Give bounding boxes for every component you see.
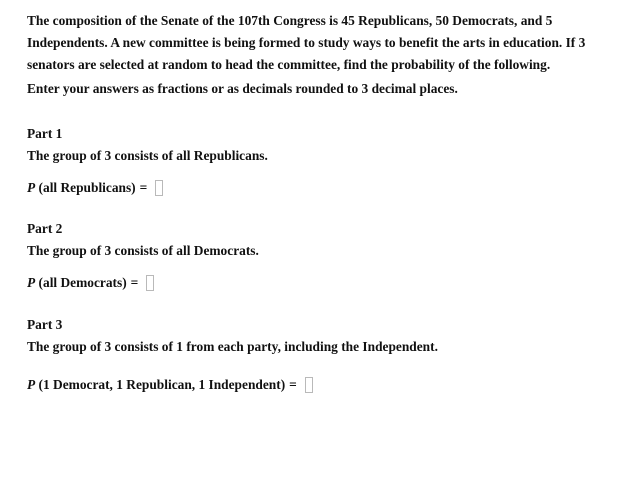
part-1-answer-input[interactable]: [155, 180, 163, 196]
part-2-answer-input[interactable]: [146, 275, 154, 291]
part-1-description: The group of 3 consists of all Republicans.: [27, 148, 268, 163]
probability-event: (all Republicans): [38, 180, 136, 195]
part-3-title: Part 3: [27, 317, 63, 332]
part-3: [27, 314, 607, 396]
probability-event: (1 Democrat, 1 Republican, 1 Independent): [38, 377, 286, 392]
part-2-probability-label: [27, 275, 127, 291]
probability-symbol: P: [27, 377, 36, 392]
probability-event: (all Democrats): [38, 275, 127, 290]
part-3-answer-input[interactable]: [305, 377, 313, 393]
probability-symbol: P: [27, 275, 36, 290]
problem-statement: The composition of the Senate of the 107th Congress is 45 Republicans, 50 Democrats, and 5 Independents. A new committee is being formed to study ways to benefit the arts in education. If 3 senators are selected at random to head the committee, find the probability of the following.: [27, 13, 586, 72]
equals-sign: =: [139, 180, 148, 195]
part-2-description: The group of 3 consists of all Democrats.: [27, 243, 259, 258]
part-1: [27, 123, 607, 199]
equals-sign: =: [130, 275, 139, 290]
part-3-answer-row: [27, 374, 607, 396]
part-2-title: Part 2: [27, 221, 63, 236]
part-1-answer-row: [27, 177, 607, 199]
part-2-answer-row: [27, 272, 607, 294]
part-1-probability-label: [27, 180, 136, 196]
answer-instruction: Enter your answers as fractions or as decimals rounded to 3 decimal places.: [27, 81, 458, 96]
part-2: [27, 218, 607, 294]
part-1-title: Part 1: [27, 126, 63, 141]
part-3-probability-label: [27, 377, 285, 393]
part-3-description: The group of 3 consists of 1 from each party, including the Independent.: [27, 339, 438, 354]
equals-sign: =: [289, 377, 297, 392]
probability-symbol: P: [27, 180, 36, 195]
